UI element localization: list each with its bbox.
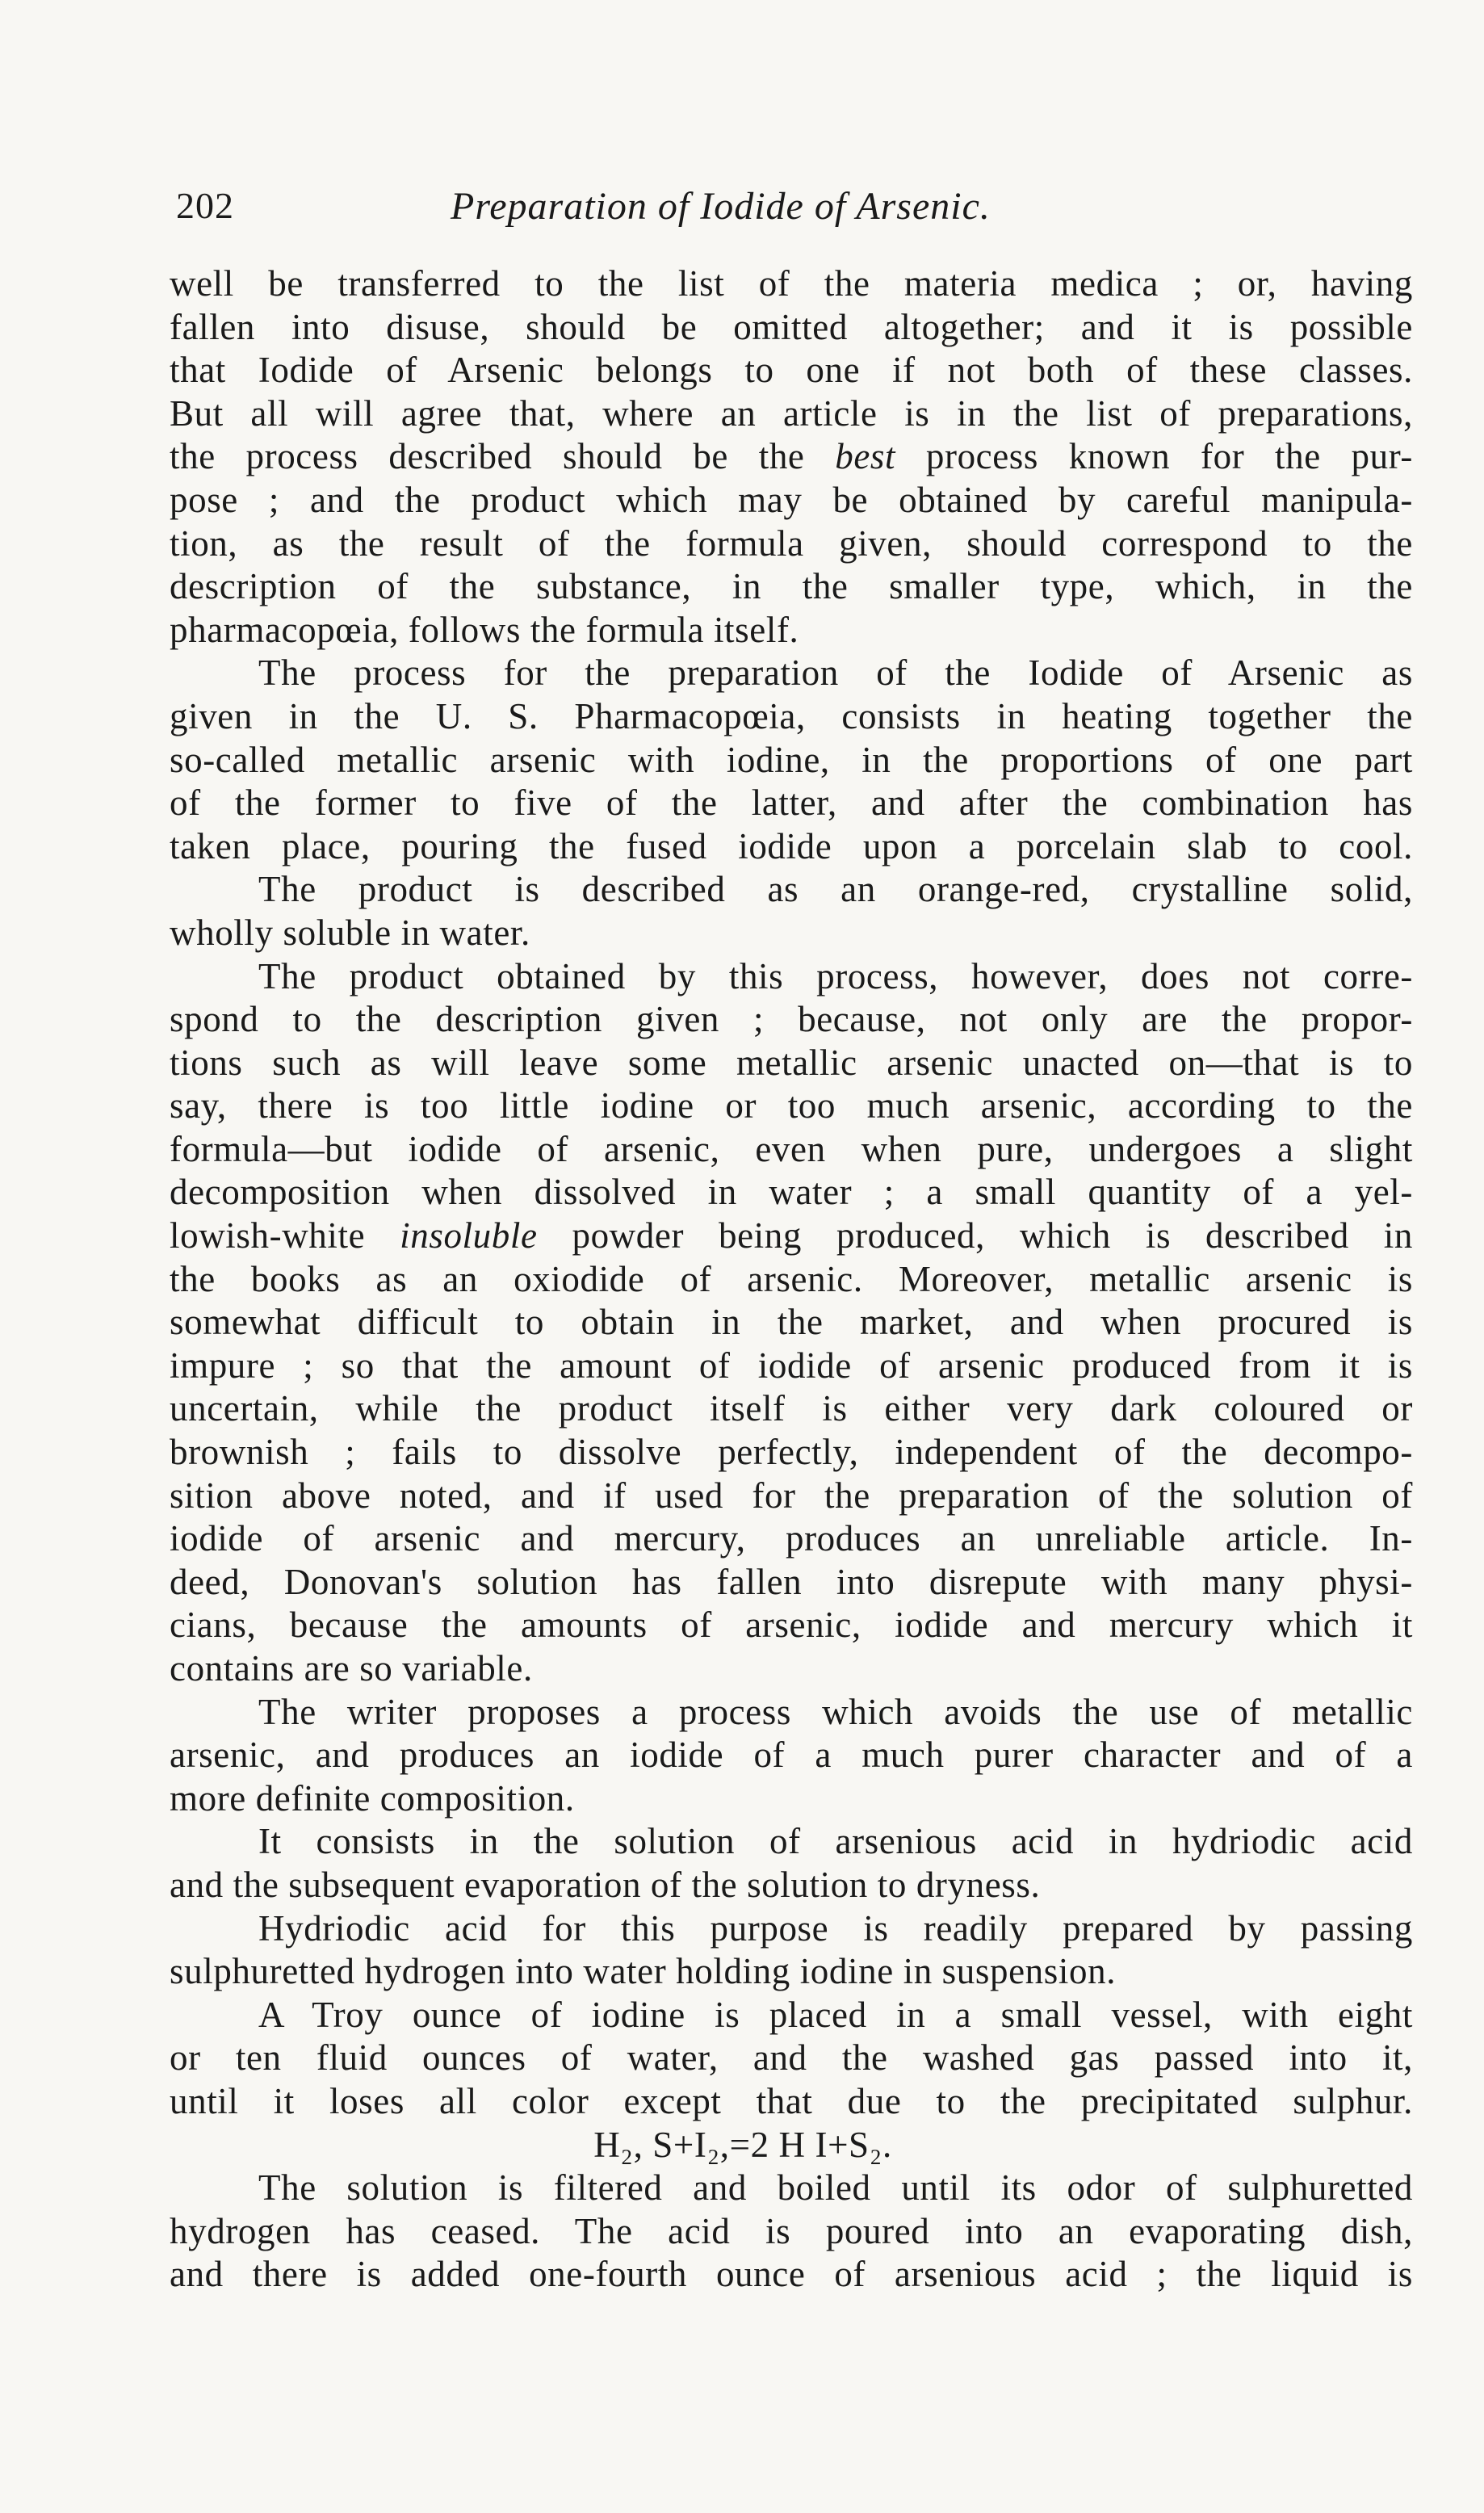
text-line: The process for the preparation of the Iodide of Arsenic as (258, 652, 1413, 694)
text-line: impure ; so that the amount of iodide of arsenic produced from it is (170, 1345, 1413, 1386)
text-line: wholly soluble in water. (170, 912, 530, 953)
chemical-formula: H₂, S+I₂,=2 H I+S₂. (593, 2124, 892, 2165)
text-line: deed, Donovan's solution has fallen into disrepute with many physi- (170, 1561, 1413, 1602)
text-line: But all will agree that, where an article is in the list of preparations, (170, 392, 1413, 434)
text-line: It consists in the solution of arsenious acid in hydriodic acid (258, 1821, 1413, 1862)
text-line: cians, because the amounts of arsenic, iodide and mercury which it (170, 1605, 1413, 1646)
text-line: somewhat difficult to obtain in the market, and when procured is (170, 1302, 1413, 1343)
text-line: more definite composition. (170, 1777, 575, 1819)
text-line: tions such as will leave some metallic arsenic unacted on—that is to (170, 1042, 1413, 1083)
text-line: Hydriodic acid for this purpose is readily prepared by passing (258, 1907, 1413, 1949)
text-line: sulphuretted hydrogen into water holding iodine in suspension. (170, 1951, 1117, 1992)
text-line: lowish-white insoluble powder being produced, which is described in (170, 1215, 1413, 1256)
text-line: that Iodide of Arsenic belongs to one if not both of these classes. (170, 350, 1413, 391)
text-line: The writer proposes a process which avoids the use of metallic (258, 1691, 1413, 1732)
text-line: tion, as the result of the formula given, should correspond to the (170, 522, 1413, 564)
text-line: brownish ; fails to dissolve perfectly, independent of the decompo- (170, 1432, 1413, 1473)
text-line: contains are so variable. (170, 1648, 533, 1689)
text-line: and the subsequent evaporation of the solution to dryness. (170, 1864, 1041, 1905)
text-line: iodide of arsenic and mercury, produces an unreliable article. In- (170, 1518, 1413, 1559)
body-text (170, 262, 1413, 2297)
text-line: The product obtained by this process, however, does not corre- (258, 955, 1413, 996)
running-title: Preparation of Iodide of Arsenic. (451, 185, 991, 228)
text-line: the process described should be the best process known for the pur- (170, 436, 1413, 477)
text-line: description of the substance, in the smaller type, which, in the (170, 566, 1413, 607)
text-line: The solution is filtered and boiled until its odor of sulphuretted (258, 2167, 1413, 2209)
text-line: of the former to five of the latter, and after the combination has (170, 782, 1413, 824)
text-line: sition above noted, and if used for the preparation of the solution of (170, 1475, 1413, 1516)
text-line: uncertain, while the product itself is either very dark coloured or (170, 1388, 1413, 1429)
text-line: pose ; and the product which may be obtained by careful manipula- (170, 479, 1413, 520)
text-line: formula—but iodide of arsenic, even when pure, undergoes a slight (170, 1128, 1413, 1169)
text-line: pharmacopœia, follows the formula itself. (170, 609, 799, 650)
text-line: arsenic, and produces an iodide of a much purer character and of a (170, 1735, 1413, 1776)
page-header (176, 184, 1308, 241)
text-line: given in the U. S. Pharmacopœia, consists in heating together the (170, 695, 1413, 736)
text-line: A Troy ounce of iodine is placed in a small vessel, with eight (258, 1994, 1413, 2035)
text-line: or ten fluid ounces of water, and the washed gas passed into it, (170, 2037, 1413, 2079)
text-line: well be transferred to the list of the materia medica ; or, having (170, 263, 1413, 304)
text-line: taken place, pouring the fused iodide upon a porcelain slab to cool. (170, 825, 1413, 866)
text-line: the books as an oxiodide of arsenic. Moreover, metallic arsenic is (170, 1258, 1413, 1299)
text-line: decomposition when dissolved in water ; a small quantity of a yel- (170, 1172, 1413, 1213)
text-line: and there is added one-fourth ounce of arsenious acid ; the liquid is (170, 2254, 1413, 2295)
page-number: 202 (176, 185, 234, 226)
text-line: hydrogen has ceased. The acid is poured into an evaporating dish, (170, 2210, 1413, 2251)
text-line: so-called metallic arsenic with iodine, in the proportions of one part (170, 739, 1413, 780)
text-line: until it loses all color except that due to the precipitated sulphur. (170, 2080, 1413, 2121)
text-line: spond to the description given ; because, not only are the propor- (170, 999, 1413, 1040)
text-line: say, there is too little iodine or too much arsenic, according to the (170, 1085, 1413, 1126)
text-line: The product is described as an orange-red, crystalline solid, (258, 869, 1413, 910)
text-line: fallen into disuse, should be omitted altogether; and it is possible (170, 306, 1413, 347)
